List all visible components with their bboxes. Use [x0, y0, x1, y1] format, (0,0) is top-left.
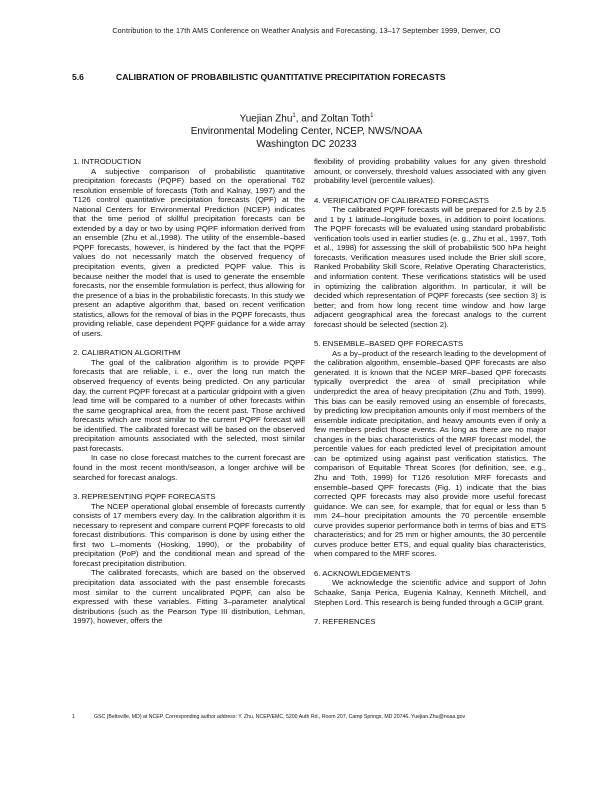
author-block [0, 110, 613, 151]
section-number: 5.6 [72, 72, 84, 82]
author-2: , and Zoltan Toth [295, 113, 371, 125]
section-2-heading: 2. CALIBRATION ALGORITHM [73, 348, 181, 358]
paper-title [72, 72, 542, 82]
section-3-heading: 3. REPRESENTING PQPF FORECASTS [73, 492, 216, 502]
section-1-paragraph: A subjective comparison of probabilistic quantitative precipitation forecasts (PQPF) based on the operational T62 resolution ensemble of forecasts (Toth and Kalnay, 1997) and the T126 control quantitative precipitation forecasts (QPF) at the National Centers for Environmental Prediction (NCEP) indicates that the time period of skillful precipitation forecasts can be extended by a day or two by using PQPF information derived from an ensemble (Zhu et al.,1998). The utility of the ensemble–based PQPF forecasts, however, is hindered by the fact that the PQPF values do not necessarily match the observed frequency of precipitation events, given a predicted PQPF value. This is because neither the model that is used to generate the ensemble forecasts, nor the ensemble formulation is perfect, thus allowing for the presence of a bias in the probabilistic forecasts. In this study we present an adaptive algorithm that, based on recent verification statistics, allows for the removal of bias in the PQPF forecasts, thus providing reliable, case dependent PQPF guidance for a wide array of users. [73, 166, 305, 338]
title-text: CALIBRATION OF PROBABILISTIC QUANTITATIVE PRECIPITATION FORECASTS [116, 72, 446, 82]
footnote-text: GSC (Beltsville, MD) at NCEP. Corresponding author address: Y. Zhu, NCEP/EMC, 5200 Auth Rd., Room 207, Camp Springs, MD 20746. Yuejian.Zhu@noaa.gov [94, 714, 466, 720]
affiliation: Environmental Modeling Center, NCEP, NWS/NOAA [190, 125, 423, 137]
section-2-paragraph-2: In case no close forecast matches to the current forecast are found in the most recent month/season, a longer archive will be searched for forecast analogs. [73, 453, 305, 482]
section-6-heading: 6. ACKNOWLEDGEMENTS [314, 568, 411, 578]
section-6-paragraph: We acknowledge the scientific advice and support of John Schaake, Sanja Perica, Eugenia Kalnay, Kenneth Mitchell, and Stephen Lord. This research is being funded through a GCIP grant. [314, 578, 546, 607]
conference-note: Contribution to the 17th AMS Conference on Weather Analysis and Forecasting, 13–17 September 1999, Denver, CO [112, 26, 501, 35]
section-5-paragraph: As a by–product of the research leading to the development of the calibration algorithm, ensemble–based QPF forecasts are also generated. It is known that the NCEP MRF–based QPF forecasts typically overpredict the area of small precipitation while underpredict the area of heavy precipitation (Zhu and Toth, 1999). This bias can be easily removed using an ensemble of forecasts, by predicting low precipitation amounts only if most members of the ensemble indicate precipitation, and heavy amounts even if only a few members predict those events. As long as there are no major changes in the bias characteristics of the MRF forecast model, the percentile values for each predicted level of precipitation amount can be optimized using against past verification statistics. The comparison of Equitable Threat Scores (for definition, see, e.g., Zhu and Toth, 1999) for T126 resolution MRF forecasts and ensemble–based QPF forecasts (Fig. 1) indicate that the bias corrected QPF forecasts may also provide more useful forecast guidance. We can see, for example, that for equal or less than 5 mm 24–hour precipitation amounts the 70 percentile ensemble curve provides superior performance both in terms of bias and ETS characteristics; and for 25 mm or higher amounts, the 30 percentile curves produce better ETS, and equal quality bias characteristics, when compared to the MRF scores. [314, 348, 546, 559]
section-1-heading: 1. INTRODUCTION [73, 157, 142, 166]
section-3-paragraph-1: The NCEP operational global ensemble of forecasts currently consists of 17 members every day. In the calibration algorithm it is necessary to represent and compare current PQPF forecasts to old forecast distributions. This comparison is done by using either the first two L–moments (Hosking, 1990), or the probability of precipitation (PoP) and the conditional mean and spread of the forecast precipitation distribution. [73, 501, 305, 568]
author-1: Yuejian Zhu [239, 113, 293, 125]
section-4-heading: 4. VERIFICATION OF CALIBRATED FORECASTS [314, 195, 489, 205]
right-column [314, 157, 546, 627]
section-4-paragraph: The calibrated PQPF forecasts will be prepared for 2.5 by 2.5 and 1 by 1 latitude–longitude boxes, in addition to point locations. The PQPF forecasts will be evaluated using standard probabilistic verification tools used in earlier studies (e. g., Zhu et al., 1997, Toth et al., 1998) for assessing the skill of probabilistic 500 hPa height forecasts. Verification measures used include the Brier skill score, Ranked Probability Skill Score, Relative Operating Characteristics, and information content. These verifications statistics will be used in optimizing the calibration algorithm. In particular, it will be decided which representation of PQPF forecasts (see section 3) is better; and from how long recent time window and how large adjacent geographical area the forecast analogs to the current forecast should be selected (section 2). [314, 205, 546, 329]
author-names [0, 110, 613, 126]
section-7-heading: 7. REFERENCES [314, 617, 376, 627]
section-5-heading: 5. ENSEMBLE–BASED QPF FORECASTS [314, 339, 464, 349]
section-2-paragraph-1: The goal of the calibration algorithm is to provide PQPF forecasts that are reliable, i. e., over the long run match the observed frequency of events being predicted. On any particular day, the current PQPF forecast at a particular gridpoint with a given lead time will be compared to a number of other forecasts within the same geographical area, from the recent past. Those archived forecasts which are most similar to the current PQPF forecast will be identified. The calibrated forecast will be based on the observed precipitation amounts associated with the selected, most similar past forecasts. [73, 357, 305, 453]
location: Washington DC 20233 [256, 138, 357, 150]
author-1-mark: 1 [292, 113, 296, 119]
author-2-mark: 1 [370, 113, 374, 119]
section-3-paragraph-2: The calibrated forecasts, which are based on the observed precipitation data associated with the past ensemble forecasts most similar to the current uncalibrated PQPF, can also be expressed with these variables. Fitting 3–parameter analytical distributions (such as the Pearson Type III distribution, Lehman, 1997), however, offers the [73, 568, 305, 626]
footnote-mark: 1 [72, 714, 75, 720]
footnote [72, 714, 552, 720]
left-column [73, 157, 305, 626]
section-3-paragraph-2-continued: flexibility of providing probability values for any given threshold amount, or conversely, threshold values associated with any given probability level (percentile values). [314, 157, 546, 186]
